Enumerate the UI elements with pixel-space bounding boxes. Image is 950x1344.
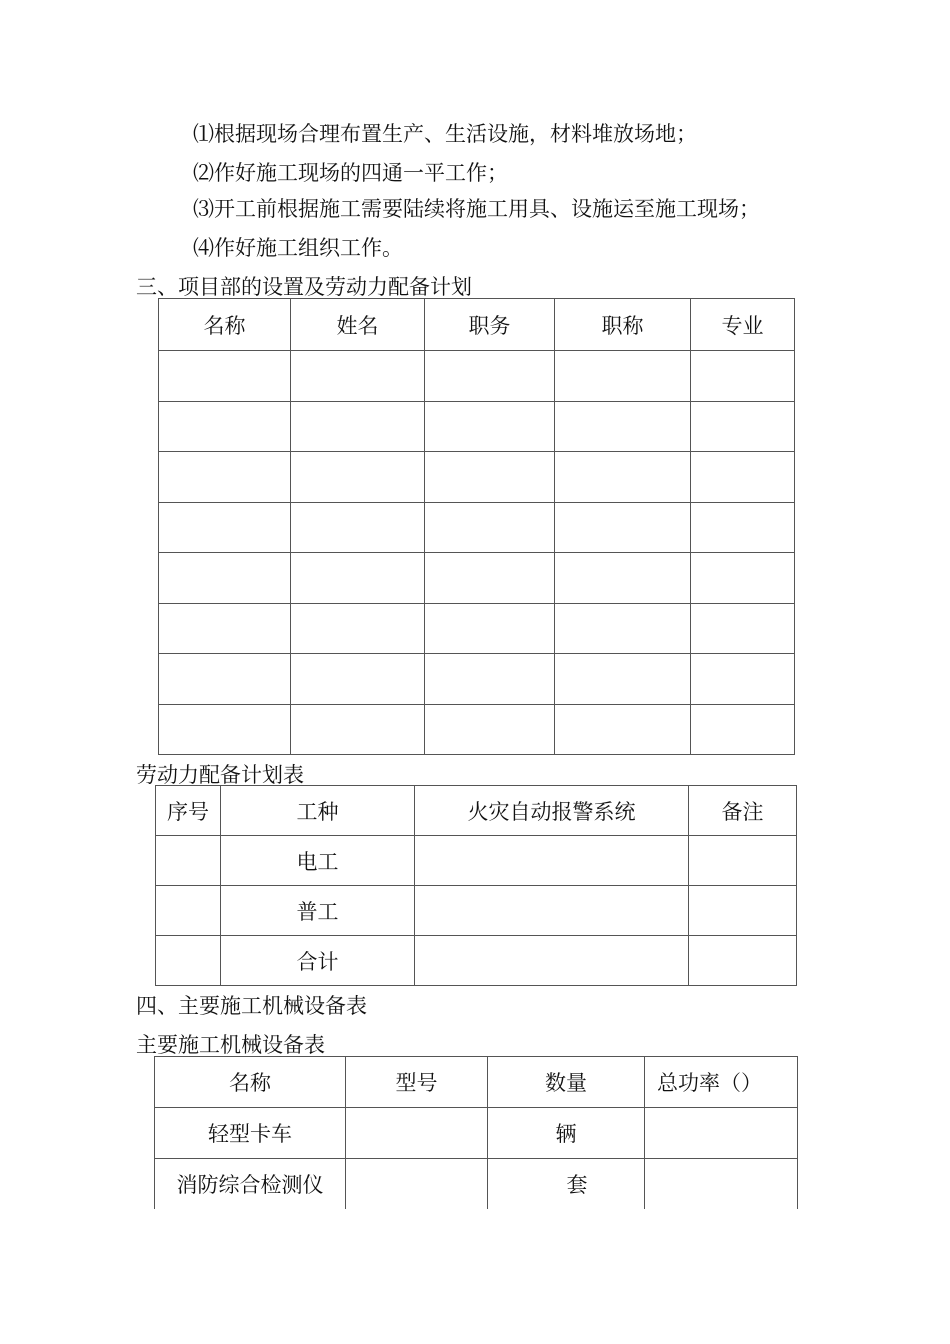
header-cell: 总功率（） [645, 1057, 798, 1108]
table-cell [691, 553, 795, 604]
header-cell: 序号 [156, 786, 221, 836]
table-cell [689, 936, 797, 986]
table-cell: 电工 [221, 836, 415, 886]
prep-item-2: ⑵作好施工现场的四通一平工作； [193, 161, 508, 185]
section3-heading: 三、项目部的设置及劳动力配备计划 [136, 275, 472, 299]
table-cell [346, 1108, 488, 1159]
table-row [156, 886, 797, 936]
header-cell: 工种 [221, 786, 415, 836]
table-row [155, 1108, 798, 1159]
table-row [159, 502, 795, 553]
table-cell [291, 452, 425, 503]
table-cell [689, 886, 797, 936]
table-cell [159, 502, 291, 553]
table-cell [291, 603, 425, 654]
table-cell [415, 836, 689, 886]
table-cell [159, 351, 291, 402]
table-cell [415, 936, 689, 986]
table-cell: 普工 [221, 886, 415, 936]
table-cell [156, 836, 221, 886]
table-cell [346, 1159, 488, 1210]
labor-plan-table [155, 785, 797, 986]
table-cell [156, 936, 221, 986]
table-cell [159, 401, 291, 452]
table-cell [691, 654, 795, 705]
table-cell [425, 704, 555, 755]
table-cell [425, 654, 555, 705]
equipment-table [154, 1056, 798, 1209]
table-cell [425, 553, 555, 604]
table-cell [291, 553, 425, 604]
equipment-table-caption: 主要施工机械设备表 [136, 1033, 325, 1057]
table-cell [425, 452, 555, 503]
prep-item-4: ⑷作好施工组织工作。 [193, 236, 403, 260]
header-cell: 职称 [555, 299, 691, 351]
table-cell [645, 1159, 798, 1210]
table-cell [645, 1108, 798, 1159]
header-cell: 专业 [691, 299, 795, 351]
table-cell [291, 704, 425, 755]
table-row [159, 351, 795, 402]
table-cell [691, 351, 795, 402]
table-cell [291, 351, 425, 402]
table-cell [691, 704, 795, 755]
table-cell [159, 603, 291, 654]
table-cell [691, 401, 795, 452]
table-cell [555, 401, 691, 452]
table-cell [555, 654, 691, 705]
table-cell [691, 452, 795, 503]
table-row [159, 704, 795, 755]
table-cell [159, 704, 291, 755]
table-cell: 轻型卡车 [155, 1108, 346, 1159]
table-cell [425, 502, 555, 553]
header-cell: 备注 [689, 786, 797, 836]
header-cell: 名称 [159, 299, 291, 351]
table-row [155, 1159, 798, 1210]
table-cell [689, 836, 797, 886]
table-cell [555, 603, 691, 654]
table-cell [425, 351, 555, 402]
table-cell: 辆 [488, 1108, 645, 1159]
table-cell [691, 502, 795, 553]
table-cell [425, 603, 555, 654]
table-cell [159, 553, 291, 604]
table-row [159, 654, 795, 705]
table-cell [159, 452, 291, 503]
section4-heading: 四、主要施工机械设备表 [136, 994, 367, 1018]
header-cell: 火灾自动报警系统 [415, 786, 689, 836]
header-cell: 职务 [425, 299, 555, 351]
table-row [156, 836, 797, 886]
table-cell [156, 886, 221, 936]
prep-item-1: ⑴根据现场合理布置生产、生活设施，材料堆放场地； [193, 122, 697, 146]
table-cell [291, 401, 425, 452]
project-staff-table [158, 298, 795, 755]
table-row [159, 452, 795, 503]
header-cell: 名称 [155, 1057, 346, 1108]
table-cell [425, 401, 555, 452]
labor-table-caption: 劳动力配备计划表 [136, 763, 304, 787]
table-cell [291, 654, 425, 705]
table-header-row [159, 299, 795, 351]
table-cell: 套 [488, 1159, 645, 1210]
table-cell [159, 654, 291, 705]
table-header-row [155, 1057, 798, 1108]
table-cell [691, 603, 795, 654]
header-cell: 姓名 [291, 299, 425, 351]
header-cell: 数量 [488, 1057, 645, 1108]
table-row [159, 401, 795, 452]
table-cell [555, 502, 691, 553]
table-cell [555, 452, 691, 503]
table-cell: 消防综合检测仪 [155, 1159, 346, 1210]
table-cell [555, 704, 691, 755]
table-cell: 合计 [221, 936, 415, 986]
table-cell [555, 553, 691, 604]
table-header-row [156, 786, 797, 836]
table-cell [415, 886, 689, 936]
table-cell [291, 502, 425, 553]
table-row [159, 553, 795, 604]
table-cell [555, 351, 691, 402]
table-row [159, 603, 795, 654]
table-row [156, 936, 797, 986]
prep-item-3: ⑶开工前根据施工需要陆续将施工用具、设施运至施工现场； [193, 197, 760, 221]
header-cell: 型号 [346, 1057, 488, 1108]
